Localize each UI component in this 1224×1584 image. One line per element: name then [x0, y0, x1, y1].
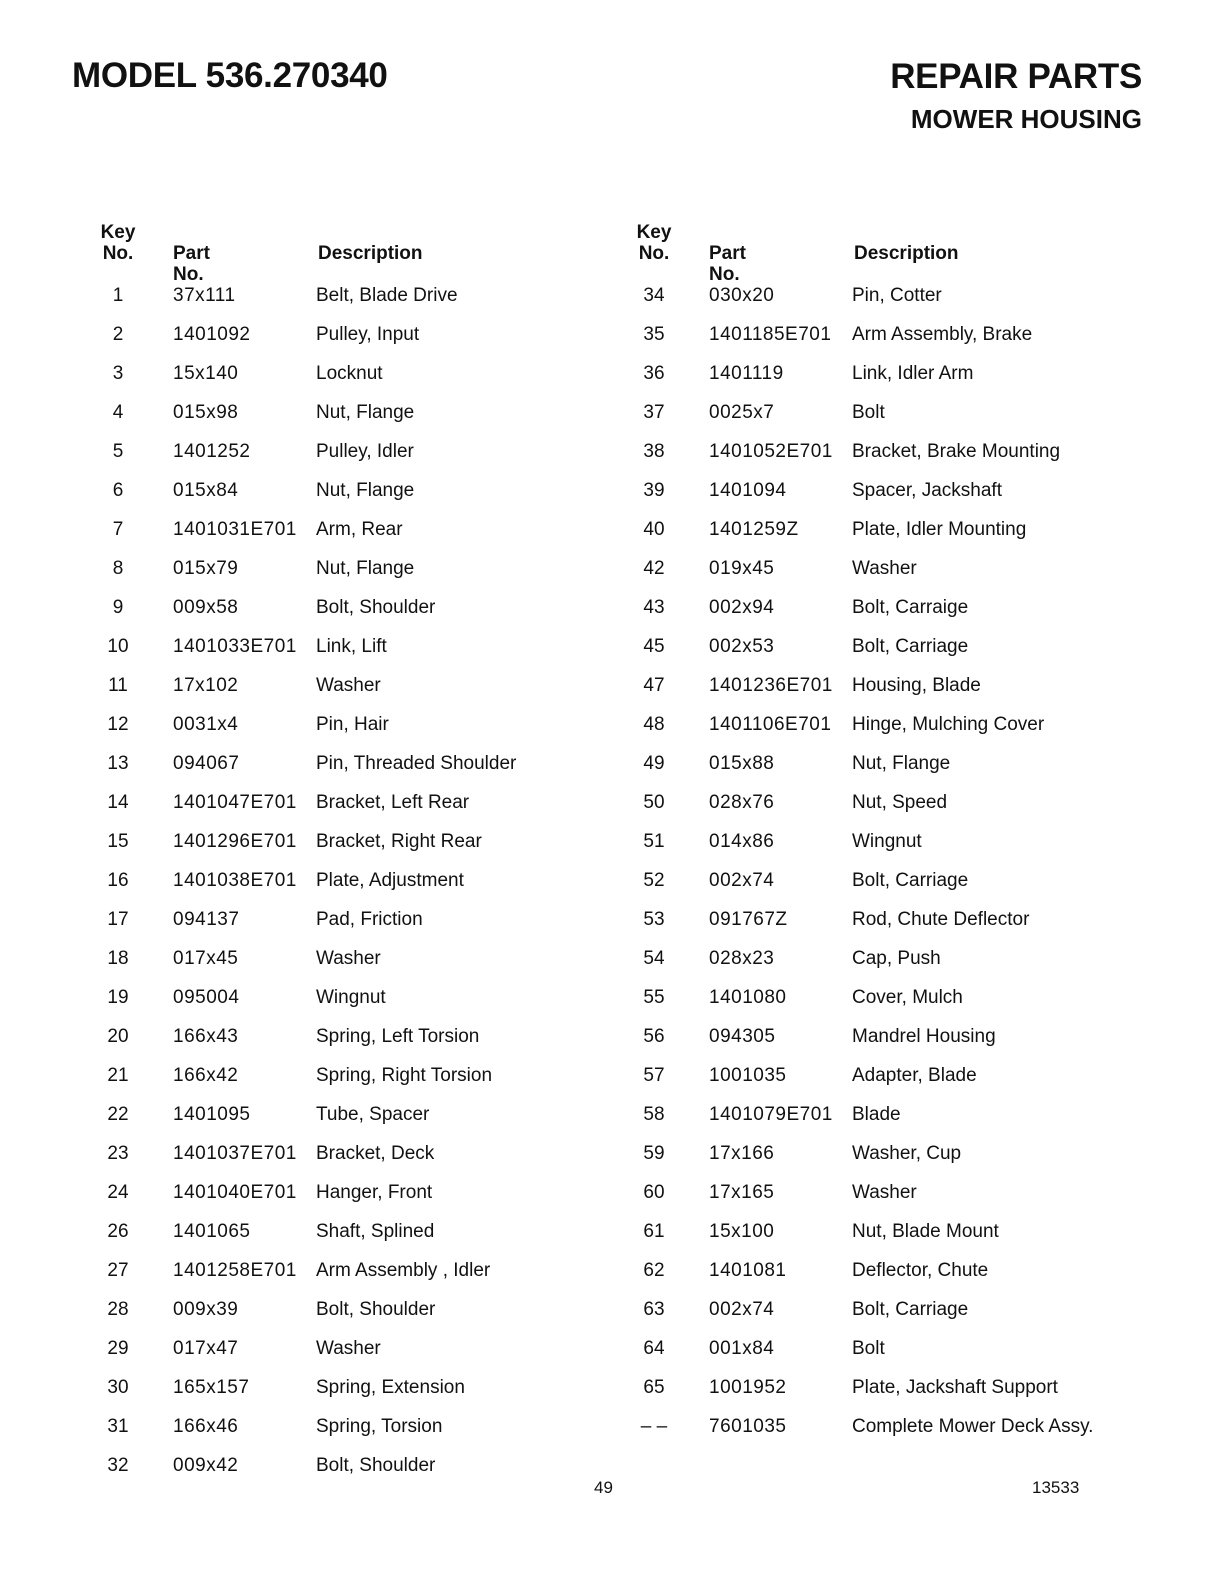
part-number: 1401080 [709, 987, 787, 1008]
key-number: 52 [643, 870, 665, 891]
part-description: Pin, Hair [316, 714, 389, 735]
key-number: 57 [643, 1065, 665, 1086]
part-number: 15x140 [173, 363, 239, 384]
part-number: 1401038E701 [173, 870, 297, 891]
part-description: Bolt, Shoulder [316, 1299, 436, 1320]
part-number: 166x46 [173, 1416, 239, 1437]
part-number: 028x76 [709, 792, 775, 813]
part-number: 1401119 [709, 363, 784, 384]
key-number: 4 [112, 402, 124, 423]
part-description: Plate, Adjustment [316, 870, 464, 891]
part-number: 166x42 [173, 1065, 239, 1086]
key-number: 2 [112, 324, 124, 345]
key-number: 51 [643, 831, 665, 852]
part-number: 1401252 [173, 441, 251, 462]
section-title: REPAIR PARTS [890, 57, 1142, 96]
key-number: 55 [643, 987, 665, 1008]
part-number: 7601035 [709, 1416, 787, 1437]
key-number: 65 [643, 1377, 665, 1398]
part-number: 009x39 [173, 1299, 239, 1320]
part-description: Spring, Extension [316, 1377, 465, 1398]
part-number: 017x47 [173, 1338, 239, 1359]
part-number: 019x45 [709, 558, 775, 579]
part-header: Part No. [709, 243, 746, 285]
part-number: 015x79 [173, 558, 239, 579]
part-description: Nut, Speed [852, 792, 948, 813]
page-number: 49 [594, 1478, 613, 1497]
part-description: Bolt, Carraige [852, 597, 969, 618]
part-description: Washer, Cup [852, 1143, 962, 1164]
key-number: 36 [643, 363, 665, 384]
part-number: 1401065 [173, 1221, 251, 1242]
key-number: 42 [643, 558, 665, 579]
part-description: Nut, Flange [316, 558, 415, 579]
part-description: Bracket, Brake Mounting [852, 441, 1061, 462]
part-description: Nut, Flange [316, 402, 415, 423]
part-number: 009x58 [173, 597, 239, 618]
part-number: 015x84 [173, 480, 239, 501]
part-number: 1401106E701 [709, 714, 832, 735]
part-description: Washer [852, 558, 917, 579]
key-number: 3 [112, 363, 124, 384]
part-description: Cover, Mulch [852, 987, 963, 1008]
part-number: 1001035 [709, 1065, 787, 1086]
part-number: 1401052E701 [709, 441, 833, 462]
key-number: 49 [643, 753, 665, 774]
key-header-bottom: No. [638, 243, 670, 264]
key-number: 34 [643, 285, 665, 306]
part-number: 17x165 [709, 1182, 775, 1203]
key-number: 58 [643, 1104, 665, 1125]
key-number: 12 [107, 714, 129, 735]
key-number: 37 [643, 402, 665, 423]
key-number: 29 [107, 1338, 129, 1359]
key-number: 28 [107, 1299, 129, 1320]
key-header [626, 222, 682, 264]
description-header: Description [318, 243, 423, 264]
part-description: Arm, Rear [316, 519, 403, 540]
part-description: Bolt, Shoulder [316, 597, 436, 618]
part-number: 165x157 [173, 1377, 250, 1398]
part-description: Arm Assembly, Brake [852, 324, 1033, 345]
key-number: 32 [107, 1455, 129, 1476]
part-number: 1401047E701 [173, 792, 297, 813]
part-number: 017x45 [173, 948, 239, 969]
part-description: Pulley, Input [316, 324, 420, 345]
part-description: Spring, Torsion [316, 1416, 443, 1437]
key-header-top: Key [636, 222, 672, 243]
key-number: 45 [643, 636, 665, 657]
part-description: Blade [852, 1104, 901, 1125]
key-number: 47 [643, 675, 665, 696]
key-number: 60 [643, 1182, 665, 1203]
part-description: Housing, Blade [852, 675, 981, 696]
part-description: Washer [316, 948, 381, 969]
part-number: 0031x4 [173, 714, 239, 735]
part-number: 015x88 [709, 753, 775, 774]
part-description: Complete Mower Deck Assy. [852, 1416, 1094, 1437]
part-number: 094067 [173, 753, 240, 774]
key-number: 56 [643, 1026, 665, 1047]
part-description: Wingnut [316, 987, 386, 1008]
part-description: Link, Lift [316, 636, 387, 657]
part-description: Spacer, Jackshaft [852, 480, 1002, 501]
key-number: 43 [643, 597, 665, 618]
key-number: 9 [112, 597, 124, 618]
key-number: 18 [107, 948, 129, 969]
part-number: 094137 [173, 909, 240, 930]
part-description: Plate, Idler Mounting [852, 519, 1027, 540]
key-number: 8 [112, 558, 124, 579]
part-description: Bolt, Shoulder [316, 1455, 436, 1476]
key-number: 7 [112, 519, 124, 540]
part-description: Bolt [852, 402, 885, 423]
key-header-bottom: No. [102, 243, 134, 264]
part-number: 1401092 [173, 324, 251, 345]
key-number: 59 [643, 1143, 665, 1164]
key-number: 31 [107, 1416, 129, 1437]
key-number: 40 [643, 519, 665, 540]
key-number: 26 [107, 1221, 129, 1242]
key-number: 48 [643, 714, 665, 735]
part-number: 1401037E701 [173, 1143, 297, 1164]
part-number: 37x111 [173, 285, 236, 306]
part-description: Mandrel Housing [852, 1026, 996, 1047]
part-description: Pad, Friction [316, 909, 423, 930]
description-header: Description [854, 243, 959, 264]
key-number: 30 [107, 1377, 129, 1398]
part-description: Belt, Blade Drive [316, 285, 458, 306]
part-description: Washer [316, 675, 381, 696]
part-number: 1401236E701 [709, 675, 833, 696]
key-number: 14 [107, 792, 129, 813]
part-description: Plate, Jackshaft Support [852, 1377, 1058, 1398]
part-description: Wingnut [852, 831, 922, 852]
part-number: 166x43 [173, 1026, 239, 1047]
part-description: Deflector, Chute [852, 1260, 989, 1281]
part-number: 17x166 [709, 1143, 775, 1164]
part-number: 1401040E701 [173, 1182, 297, 1203]
part-description: Pulley, Idler [316, 441, 414, 462]
part-description: Bracket, Right Rear [316, 831, 482, 852]
key-number: 39 [643, 480, 665, 501]
part-number: 028x23 [709, 948, 775, 969]
key-number: 23 [107, 1143, 129, 1164]
part-description: Bracket, Deck [316, 1143, 435, 1164]
part-description: Hinge, Mulching Cover [852, 714, 1045, 735]
part-description: Pin, Cotter [852, 285, 942, 306]
part-description: Shaft, Splined [316, 1221, 435, 1242]
part-number: 015x98 [173, 402, 239, 423]
part-number: 1401094 [709, 480, 787, 501]
part-description: Locknut [316, 363, 383, 384]
key-number: 11 [108, 675, 128, 696]
section-subtitle: MOWER HOUSING [910, 104, 1142, 134]
part-description: Arm Assembly , Idler [316, 1260, 491, 1281]
part-description: Washer [852, 1182, 917, 1203]
key-number: 1 [112, 285, 124, 306]
part-number: 001x84 [709, 1338, 775, 1359]
part-number: 1401031E701 [173, 519, 297, 540]
model-title: MODEL 536.270340 [72, 56, 388, 95]
part-number: 1401296E701 [173, 831, 297, 852]
part-number: 0025x7 [709, 402, 775, 423]
key-number: 6 [112, 480, 124, 501]
key-number: 62 [643, 1260, 665, 1281]
part-number: 17x102 [173, 675, 239, 696]
key-number: 20 [107, 1026, 129, 1047]
part-number: 1401081 [709, 1260, 787, 1281]
key-number: 15 [107, 831, 129, 852]
part-number: 014x86 [709, 831, 775, 852]
key-number: 16 [107, 870, 129, 891]
part-number: 1401258E701 [173, 1260, 297, 1281]
part-description: Spring, Left Torsion [316, 1026, 480, 1047]
part-description: Bracket, Left Rear [316, 792, 470, 813]
part-number: 009x42 [173, 1455, 239, 1476]
part-description: Nut, Flange [316, 480, 415, 501]
part-number: 002x74 [709, 870, 775, 891]
part-description: Hanger, Front [316, 1182, 433, 1203]
part-description: Nut, Flange [852, 753, 951, 774]
part-description: Nut, Blade Mount [852, 1221, 999, 1242]
part-description: Spring, Right Torsion [316, 1065, 493, 1086]
part-number: 1001952 [709, 1377, 787, 1398]
part-number: 1401185E701 [709, 324, 832, 345]
key-number: 61 [643, 1221, 665, 1242]
key-number: 10 [107, 636, 129, 657]
key-header-top: Key [100, 222, 136, 243]
key-number: 17 [107, 909, 129, 930]
key-header [90, 222, 146, 264]
part-number: 1401079E701 [709, 1104, 833, 1125]
part-number: 030x20 [709, 285, 775, 306]
part-header: Part No. [173, 243, 210, 285]
part-description: Link, Idler Arm [852, 363, 974, 384]
part-number: 094305 [709, 1026, 776, 1047]
key-number: 53 [643, 909, 665, 930]
part-description: Bolt, Carriage [852, 636, 969, 657]
key-number: 5 [112, 441, 124, 462]
header-right [890, 56, 1142, 135]
part-description: Adapter, Blade [852, 1065, 977, 1086]
part-description: Bolt, Carriage [852, 870, 969, 891]
part-description: Rod, Chute Deflector [852, 909, 1030, 930]
key-number: 35 [643, 324, 665, 345]
part-number: 1401033E701 [173, 636, 297, 657]
key-number: 27 [107, 1260, 129, 1281]
key-number: 54 [643, 948, 665, 969]
part-description: Tube, Spacer [316, 1104, 430, 1125]
part-number: 002x53 [709, 636, 775, 657]
part-number: 002x74 [709, 1299, 775, 1320]
document-number: 13533 [1032, 1478, 1080, 1497]
key-number: – – [640, 1416, 668, 1437]
key-number: 22 [107, 1104, 129, 1125]
key-number: 13 [107, 753, 129, 774]
part-description: Cap, Push [852, 948, 941, 969]
part-number: 002x94 [709, 597, 775, 618]
key-number: 24 [107, 1182, 129, 1203]
part-number: 1401259Z [709, 519, 799, 540]
part-description: Washer [316, 1338, 381, 1359]
key-number: 64 [643, 1338, 665, 1359]
part-description: Pin, Threaded Shoulder [316, 753, 517, 774]
key-number: 63 [643, 1299, 665, 1320]
key-number: 21 [107, 1065, 129, 1086]
part-number: 091767Z [709, 909, 788, 930]
part-number: 15x100 [709, 1221, 775, 1242]
part-description: Bolt [852, 1338, 885, 1359]
key-number: 38 [643, 441, 665, 462]
key-number: 50 [643, 792, 665, 813]
part-number: 1401095 [173, 1104, 251, 1125]
part-description: Bolt, Carriage [852, 1299, 969, 1320]
part-number: 095004 [173, 987, 240, 1008]
key-number: 19 [107, 987, 129, 1008]
